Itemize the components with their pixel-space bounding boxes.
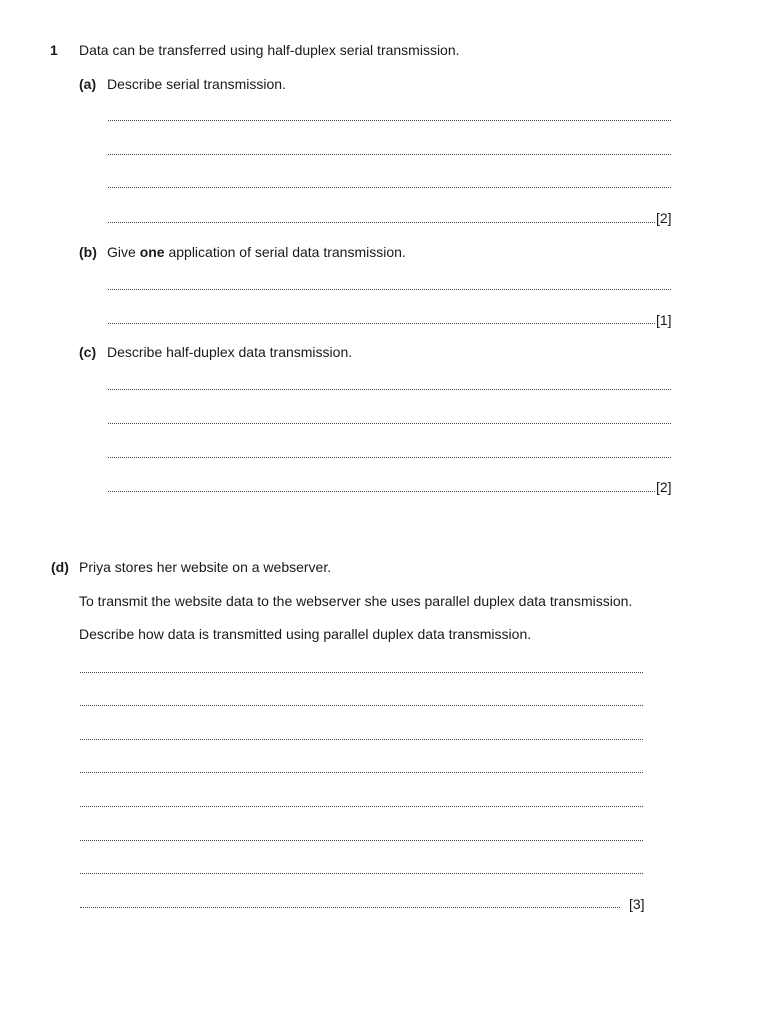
answer-line[interactable] bbox=[80, 672, 643, 673]
part-d-label: (d) bbox=[51, 559, 69, 575]
part-c-label: (c) bbox=[79, 344, 97, 360]
part-d-line3: Describe how data is transmitted using parallel duplex data transmission. bbox=[79, 626, 532, 642]
answer-line[interactable] bbox=[108, 389, 671, 390]
answer-line[interactable] bbox=[80, 840, 643, 841]
answer-line[interactable] bbox=[108, 120, 671, 121]
part-a-label: (a) bbox=[79, 76, 97, 92]
answer-line[interactable] bbox=[108, 457, 671, 458]
marks-b: [1] bbox=[656, 312, 672, 328]
answer-line[interactable] bbox=[108, 323, 655, 324]
answer-line[interactable] bbox=[80, 772, 643, 773]
answer-line[interactable] bbox=[108, 154, 671, 155]
part-d-line1: Priya stores her website on a webserver. bbox=[79, 559, 332, 575]
answer-line[interactable] bbox=[108, 491, 655, 492]
answer-line[interactable] bbox=[80, 806, 643, 807]
answer-line[interactable] bbox=[80, 873, 643, 874]
question-number: 1 bbox=[50, 42, 58, 58]
answer-line[interactable] bbox=[80, 739, 643, 740]
part-b-emphasis: one bbox=[139, 244, 165, 260]
part-b-label: (b) bbox=[79, 244, 97, 260]
part-b-text-start: Give bbox=[107, 244, 140, 260]
answer-line[interactable] bbox=[108, 222, 655, 223]
part-d-line2: To transmit the website data to the webserver she uses parallel duplex data transmission. bbox=[79, 593, 633, 609]
answer-line[interactable] bbox=[108, 423, 671, 424]
answer-line[interactable] bbox=[80, 907, 620, 908]
question-stem: Data can be transferred using half-duplex serial transmission. bbox=[79, 42, 460, 58]
answer-line[interactable] bbox=[108, 187, 671, 188]
marks-a: [2] bbox=[656, 210, 672, 226]
answer-line[interactable] bbox=[108, 289, 671, 290]
answer-line[interactable] bbox=[80, 705, 643, 706]
part-b-text-end: application of serial data transmission. bbox=[164, 244, 406, 260]
marks-d: [3] bbox=[629, 896, 645, 912]
part-a-text: Describe serial transmission. bbox=[107, 76, 286, 92]
part-c-text: Describe half-duplex data transmission. bbox=[107, 344, 353, 360]
part-b-text bbox=[107, 244, 406, 261]
marks-c: [2] bbox=[656, 479, 672, 495]
